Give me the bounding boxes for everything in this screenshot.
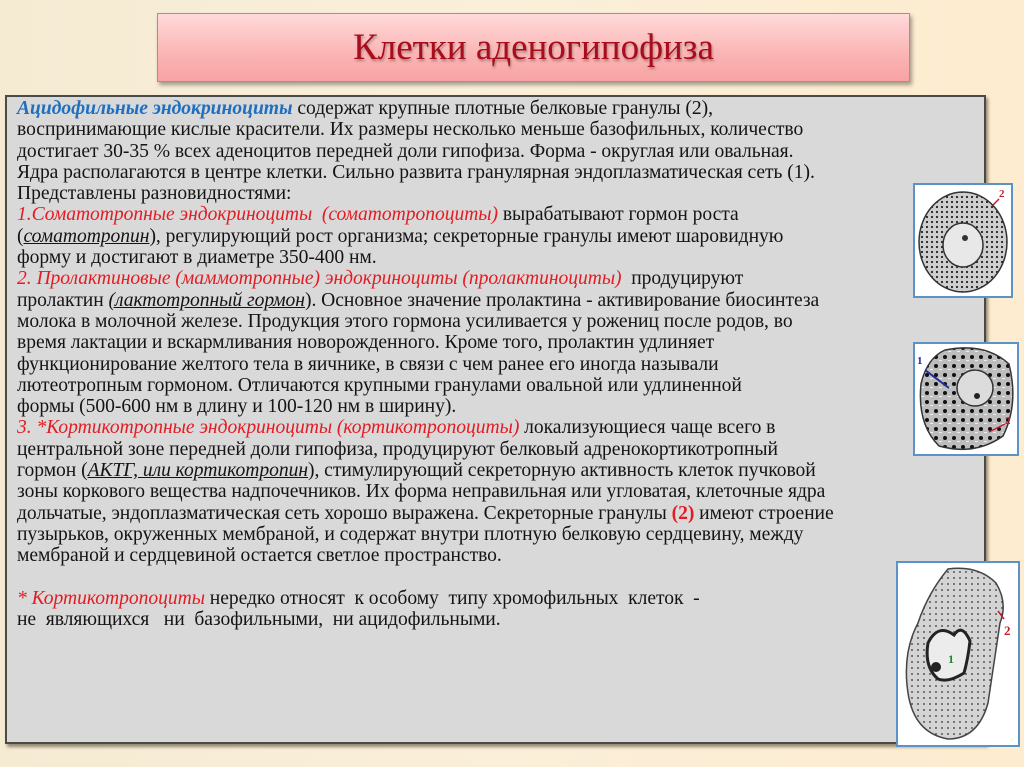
text-run: ). Основное значение пролактина - активирование биосинтеза bbox=[304, 289, 820, 311]
subtype-heading: 1.Соматотропные эндокриноциты (соматотропоциты) bbox=[17, 204, 498, 226]
text-line bbox=[17, 588, 967, 609]
text-run: Ядра располагаются в центре клетки. Сильно развита гранулярная эндоплазматическая сеть (1). bbox=[17, 161, 815, 183]
text-line bbox=[17, 396, 967, 417]
text-line bbox=[17, 460, 967, 481]
text-line bbox=[17, 524, 967, 545]
text-run: ), стимулирующий секреторную активность клеток пучковой bbox=[308, 460, 816, 482]
figure-prolactinocyte bbox=[913, 342, 1019, 456]
text-line bbox=[17, 119, 967, 140]
text-line bbox=[17, 141, 967, 162]
text-run: достигает 30-35 % всех аденоцитов передней доли гипофиза. Форма - округлая или овальная. bbox=[17, 140, 794, 162]
figure-ref: (2) bbox=[671, 502, 695, 524]
text-run: нередко относят к особому типу хромофильных клеток - bbox=[204, 587, 700, 609]
text-run: ( bbox=[17, 225, 24, 247]
text-line bbox=[17, 354, 967, 375]
figure-somatotropocyte bbox=[913, 183, 1013, 298]
text-run: гормон ( bbox=[17, 460, 88, 482]
subtype-heading: 3. *Кортикотропные эндокриноциты (кортикотропоциты) bbox=[17, 417, 520, 439]
text-run: вырабатывают гормон роста bbox=[498, 204, 739, 226]
text-run: дольчатые, эндоплазматическая сеть хорошо выражена. Секреторные гранулы bbox=[17, 502, 672, 524]
text-run: содержат крупные плотные белковые гранулы (2), bbox=[292, 98, 713, 119]
prolactinocyte-cell-icon bbox=[915, 344, 1017, 454]
text-line bbox=[17, 332, 967, 353]
hormone-name: соматотропин bbox=[23, 225, 150, 247]
text-run: не являющихся ни базофильными, ни ацидофильными. bbox=[17, 609, 501, 631]
text-run: функционирование желтого тела в яичнике, в связи с чем ранее его иногда называли bbox=[17, 353, 719, 375]
body-text bbox=[17, 98, 967, 630]
text-run: имеют строение bbox=[694, 502, 834, 524]
text-line bbox=[17, 545, 967, 566]
hormone-name: АКТГ, или кортикотропин bbox=[87, 460, 309, 482]
text-line bbox=[17, 226, 967, 247]
text-run: центральной зоне передней доли гипофиза, продуцируют белковый адренокортикотропный bbox=[17, 438, 778, 460]
title-box bbox=[157, 13, 910, 82]
text-run: время лактации и вскармливания новорожденного. Кроме того, пролактин удлиняет bbox=[17, 332, 715, 354]
svg-text:1: 1 bbox=[917, 355, 923, 367]
text-run: формы (500-600 нм в длину и 100-120 нм в ширину). bbox=[17, 396, 457, 418]
text-line bbox=[17, 204, 967, 225]
text-line bbox=[17, 311, 967, 332]
corticotropocyte-cell-icon bbox=[898, 563, 1018, 745]
text-run: ), регулирующий рост организма; секреторные гранулы имеют шаровидную bbox=[149, 225, 784, 247]
text-run: мембраной и сердцевиной остается светлое пространство. bbox=[17, 545, 502, 567]
text-line bbox=[17, 98, 967, 119]
text-run: пролактин bbox=[17, 289, 109, 311]
text-line bbox=[17, 481, 967, 502]
svg-text:2: 2 bbox=[1004, 623, 1011, 638]
text-run: локализующиеся чаще всего в bbox=[519, 417, 776, 439]
somatotropocyte-cell-icon bbox=[915, 185, 1011, 296]
text-run: молока в молочной железе. Продукция этого гормона усиливается у рожениц после родов, во bbox=[17, 310, 793, 332]
text-run: лютеотропным гормоном. Отличаются крупными гранулами овальной или удлиненной bbox=[17, 374, 742, 396]
text-line bbox=[17, 268, 967, 289]
slide-title: Клетки аденогипофиза bbox=[353, 27, 714, 68]
hormone-name: (лактотропный гормон bbox=[108, 289, 305, 311]
text-line bbox=[17, 609, 967, 630]
text-run: пузырьков, окруженных мембраной, и содержат внутри плотную белковую сердцевину, между bbox=[17, 523, 804, 545]
text-run bbox=[17, 567, 22, 588]
text-run: воспринимающие кислые красители. Их размеры несколько меньше базофильных, количество bbox=[17, 119, 804, 141]
term-highlight: Ацидофильные эндокриноциты bbox=[17, 98, 293, 119]
text-line bbox=[17, 503, 967, 524]
text-line bbox=[17, 247, 967, 268]
text-line bbox=[17, 417, 967, 438]
text-line bbox=[17, 375, 967, 396]
text-run: Представлены разновидностями: bbox=[17, 183, 292, 205]
text-line bbox=[17, 567, 967, 588]
subtype-heading: 2. Пролактиновые (маммотропные) эндокриноциты (пролактиноциты) bbox=[17, 268, 622, 290]
svg-text:2: 2 bbox=[1005, 415, 1011, 427]
subtype-heading: * Кортикотропоциты bbox=[17, 587, 205, 609]
text-line bbox=[17, 439, 967, 460]
svg-text:2: 2 bbox=[999, 188, 1005, 200]
figure-corticotropocyte bbox=[896, 561, 1020, 747]
text-run: форму и достигают в диаметре 350-400 нм. bbox=[17, 247, 377, 269]
text-line bbox=[17, 290, 967, 311]
text-run: зоны коркового вещества надпочечников. Их форма неправильная или угловатая, клеточные ядра bbox=[17, 481, 826, 503]
text-run: продуцируют bbox=[621, 268, 744, 290]
text-line bbox=[17, 162, 967, 183]
svg-text:1: 1 bbox=[948, 652, 954, 666]
text-line bbox=[17, 183, 967, 204]
